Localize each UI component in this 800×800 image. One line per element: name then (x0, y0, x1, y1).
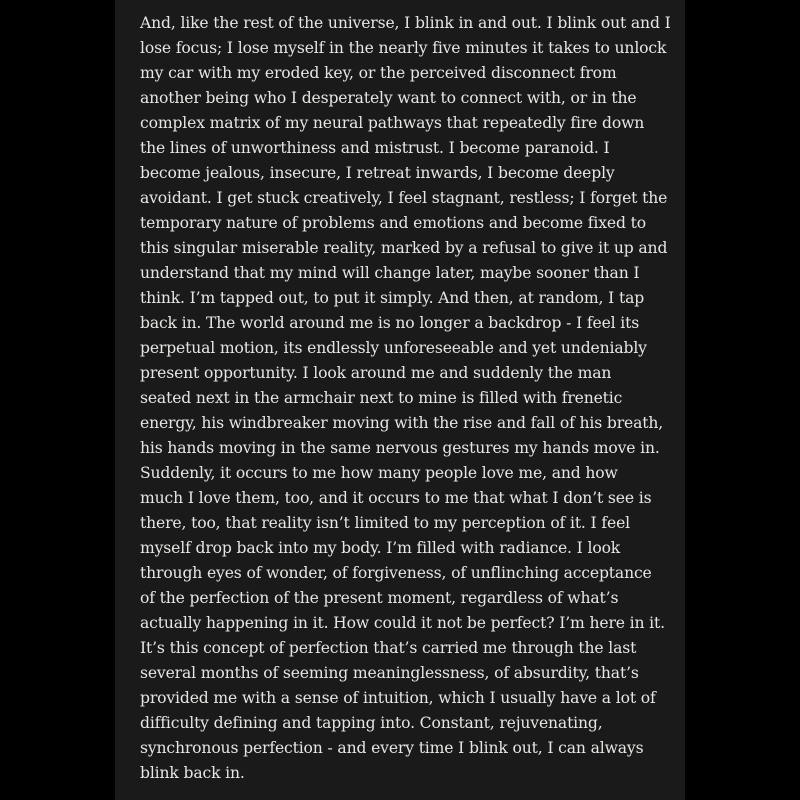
body-paragraph (140, 11, 670, 786)
text-line: Suddenly, it occurs to me how many people love me, and how (140, 464, 618, 482)
text-line: through eyes of wonder, of forgiveness, of unflinching acceptance (140, 564, 652, 582)
text-line: complex matrix of my neural pathways that repeatedly fire down (140, 114, 645, 132)
text-line: temporary nature of problems and emotions and become fixed to (140, 214, 646, 232)
text-line: his hands moving in the same nervous gestures my hands move in. (140, 439, 660, 457)
text-line: myself drop back into my body. I’m filled with radiance. I look (140, 539, 621, 557)
text-line: energy, his windbreaker moving with the rise and fall of his breath, (140, 414, 664, 432)
text-line: And, like the rest of the universe, I blink in and out. I blink out and I (140, 14, 671, 32)
text-line: provided me with a sense of intuition, which I usually have a lot of (140, 689, 656, 707)
text-line: blink back in. (140, 764, 245, 782)
text-line: understand that my mind will change later, maybe sooner than I (140, 264, 640, 282)
text-line: synchronous perfection - and every time I blink out, I can always (140, 739, 644, 757)
text-line: perpetual motion, its endlessly unforeseeable and yet undeniably (140, 339, 647, 357)
text-line: avoidant. I get stuck creatively, I feel stagnant, restless; I forget the (140, 189, 668, 207)
text-line: the lines of unworthiness and mistrust. I become paranoid. I (140, 139, 610, 157)
text-line: actually happening in it. How could it not be perfect? I’m here in it. (140, 614, 665, 632)
text-line: much I love them, too, and it occurs to me that what I don’t see is (140, 489, 652, 507)
text-line: there, too, that reality isn’t limited to my perception of it. I feel (140, 514, 630, 532)
text-line: another being who I desperately want to connect with, or in the (140, 89, 637, 107)
text-line: become jealous, insecure, I retreat inwards, I become deeply (140, 164, 615, 182)
text-line: present opportunity. I look around me and suddenly the man (140, 364, 612, 382)
text-line: my car with my eroded key, or the perceived disconnect from (140, 64, 617, 82)
text-line: this singular miserable reality, marked by a refusal to give it up and (140, 239, 668, 257)
text-line: back in. The world around me is no longer a backdrop - I feel its (140, 314, 640, 332)
text-line: of the perfection of the present moment, regardless of what’s (140, 589, 619, 607)
text-line: lose focus; I lose myself in the nearly five minutes it takes to unlock (140, 39, 667, 57)
text-panel (115, 0, 685, 800)
text-line: seated next in the armchair next to mine is filled with frenetic (140, 389, 623, 407)
text-line: think. I’m tapped out, to put it simply. And then, at random, I tap (140, 289, 645, 307)
text-line: difficulty defining and tapping into. Constant, rejuvenating, (140, 714, 603, 732)
text-line: It’s this concept of perfection that’s carried me through the last (140, 639, 637, 657)
text-line: several months of seeming meaninglessness, of absurdity, that’s (140, 664, 639, 682)
